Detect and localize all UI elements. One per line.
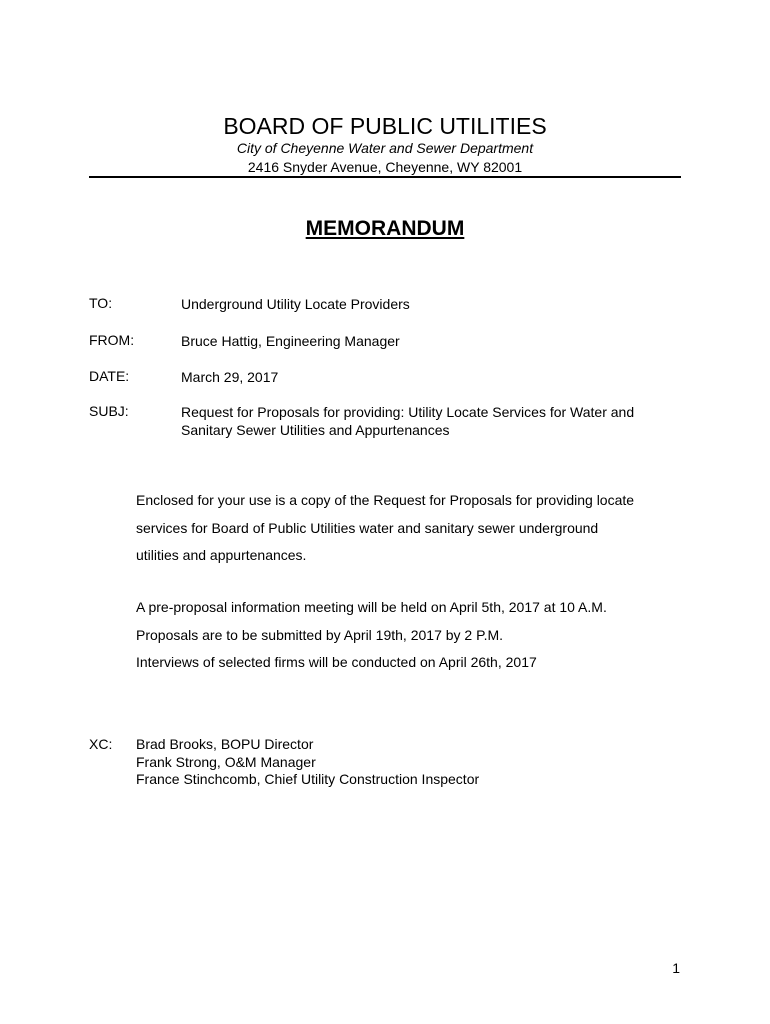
xc-recipient: France Stinchcomb, Chief Utility Construction Inspector — [136, 771, 480, 787]
department-name: City of Cheyenne Water and Sewer Department — [236, 140, 534, 156]
to-label: TO: — [89, 295, 113, 311]
header-divider — [89, 176, 681, 178]
paragraph-line: utilities and appurtenances. — [136, 547, 307, 563]
memo-title — [0, 217, 770, 241]
body-paragraph-2 — [136, 594, 607, 677]
paragraph-line: services for Board of Public Utilities water and sanitary sewer underground — [136, 519, 599, 536]
to-value: Underground Utility Locate Providers — [181, 296, 410, 312]
xc-recipient: Frank Strong, O&M Manager — [136, 753, 316, 770]
page-number: 1 — [672, 960, 680, 976]
paragraph-line: Enclosed for your use is a copy of the Request for Proposals for providing locate — [136, 492, 635, 508]
paragraph-line: Proposals are to be submitted by April 19th, 2017 by 2 P.M. — [136, 626, 504, 643]
xc-label: XC: — [89, 736, 113, 752]
date-label: DATE: — [89, 368, 130, 384]
date-value: March 29, 2017 — [181, 369, 279, 385]
subj-value — [181, 403, 634, 439]
address: 2416 Snyder Avenue, Cheyenne, WY 82001 — [247, 159, 523, 175]
subj-line: Request for Proposals for providing: Utility Locate Services for Water and — [181, 404, 635, 420]
paragraph-line: A pre-proposal information meeting will be held on April 5th, 2017 at 10 A.M. — [136, 599, 607, 615]
memo-title-text: MEMORANDUM — [305, 217, 465, 240]
org-name: BOARD OF PUBLIC UTILITIES — [223, 113, 547, 139]
subj-label: SUBJ: — [89, 403, 129, 419]
body-paragraph-1 — [136, 487, 634, 570]
from-value: Bruce Hattig, Engineering Manager — [181, 333, 400, 349]
xc-list — [136, 736, 479, 789]
from-label: FROM: — [89, 332, 135, 348]
xc-recipient: Brad Brooks, BOPU Director — [136, 736, 314, 752]
subj-line: Sanitary Sewer Utilities and Appurtenances — [181, 422, 450, 438]
paragraph-line: Interviews of selected firms will be conducted on April 26th, 2017 — [136, 654, 537, 670]
